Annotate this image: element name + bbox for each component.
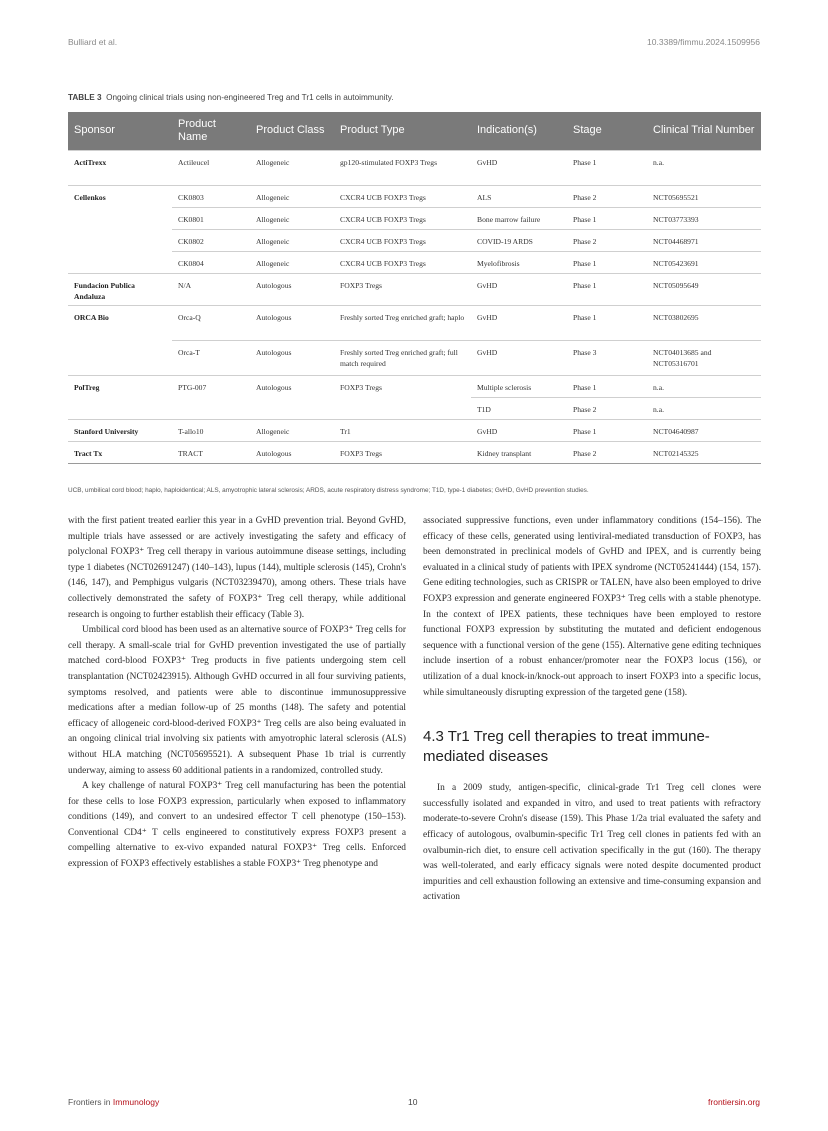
- table-cell: Autologous: [250, 375, 334, 397]
- table-row: [68, 340, 761, 375]
- table-row: [68, 273, 761, 305]
- table-cell: [250, 397, 334, 419]
- table-cell: Phase 3: [567, 340, 647, 375]
- table-cell-sponsor: Fundacion Publica Andaluza: [68, 273, 172, 305]
- table-cell: Allogeneic: [250, 185, 334, 207]
- column-header: Product Name: [172, 112, 250, 150]
- table-cell: Multiple sclerosis: [471, 375, 567, 397]
- table-cell: Phase 1: [567, 305, 647, 340]
- table-cell: CK0802: [172, 229, 250, 251]
- table-cell: Allogeneic: [250, 207, 334, 229]
- table-cell: CXCR4 UCB FOXP3 Tregs: [334, 185, 471, 207]
- table-cell: FOXP3 Tregs: [334, 273, 471, 305]
- table-header-row: [68, 112, 761, 150]
- table-cell: ALS: [471, 185, 567, 207]
- paragraph: In a 2009 study, antigen-specific, clinical-grade Tr1 Treg cell clones were successfully isolated and expanded in vitro, and used to treat patients with refractory moderate-to-severe Crohn's disease (159). This Phase 1/2a trial evaluated the safety and efficacy of autologous, ovalbumin-specific Tr1 Treg cell clones in patients fed with an ovalbumin-rich diet, to ensure cell activation specifically in the gut (160). The therapy was well-tolerated, and early efficacy signals were noted despite documented product impurities and cell exhaustion following an extensive and time-consuming expansion and activation: [423, 783, 761, 903]
- footer-journal: [68, 1097, 159, 1107]
- table-cell: Phase 1: [567, 207, 647, 229]
- table-cell-sponsor: [68, 207, 172, 229]
- table-cell: Phase 1: [567, 251, 647, 273]
- table-cell: Tr1: [334, 419, 471, 441]
- table-cell: NCT04468971: [647, 229, 761, 251]
- table-cell: Allogeneic: [250, 150, 334, 185]
- paragraph: with the first patient treated earlier this year in a GvHD prevention trial. Beyond GvHD, multiple trials have assessed or are actively investigating the safety and efficacy of polyclonal FOXP3⁺ Treg cell therapy in various autoimmune disease settings, including type 1 diabetes (NCT02691247) (140–143), lupus (144), multiple sclerosis (145), Crohn's (146, 147), and Pemphigus vulgaris (NCT03239470), among others. These trials have collectively demonstrated the safety of FOXP3⁺ Treg cell therapy, while additional research is ongoing to further establish their efficacy (Table 3).: [68, 516, 406, 620]
- table-cell: Allogeneic: [250, 419, 334, 441]
- table-cell: n.a.: [647, 375, 761, 397]
- table-cell-sponsor: Tract Tx: [68, 441, 172, 463]
- table-cell: n.a.: [647, 397, 761, 419]
- table-cell: GvHD: [471, 273, 567, 305]
- table-row: [68, 251, 761, 273]
- table-cell: Autologous: [250, 273, 334, 305]
- table-cell: Freshly sorted Treg enriched graft; haplo: [334, 305, 471, 340]
- footer-journal-name: Immunology: [112, 1097, 160, 1107]
- table-cell: T-allo10: [172, 419, 250, 441]
- table-cell-sponsor: [68, 340, 172, 375]
- table-cell: FOXP3 Tregs: [334, 375, 471, 397]
- running-header-authors: Bulliard et al.: [68, 37, 118, 47]
- table-row: [68, 397, 761, 419]
- table-cell: Orca-Q: [172, 305, 250, 340]
- body-column-right: [423, 514, 761, 906]
- table-cell-sponsor: [68, 251, 172, 273]
- table-cell: TRACT: [172, 441, 250, 463]
- column-header: Sponsor: [68, 112, 172, 150]
- table-cell: Allogeneic: [250, 229, 334, 251]
- section-heading: 4.3 Tr1 Treg cell therapies to treat immune-mediated diseases: [423, 728, 710, 766]
- table-body: [68, 150, 761, 463]
- table-cell: CK0803: [172, 185, 250, 207]
- table-cell: CXCR4 UCB FOXP3 Tregs: [334, 251, 471, 273]
- table-cell-sponsor: ActiTrexx: [68, 150, 172, 185]
- table-cell: CXCR4 UCB FOXP3 Tregs: [334, 207, 471, 229]
- table-cell: NCT03773393: [647, 207, 761, 229]
- paragraph: A key challenge of natural FOXP3⁺ Treg cell manufacturing has been the potential for these cells to lose FOXP3 expression, particularly when exposed to inflammatory conditions (149), and convert to an undesired effector T cell phenotype (150–153). Conventional CD4⁺ T cells engineered to constitutively express FOXP3 present a compelling alternative to ex-vivo expanded natural FOXP3⁺ Treg cells. Enforced expression of FOXP3 effectively establishes a stable FOXP3⁺ Treg phenotype and: [68, 781, 406, 870]
- table-cell: Phase 2: [567, 229, 647, 251]
- table-cell: GvHD: [471, 340, 567, 375]
- table-row: [68, 229, 761, 251]
- running-header-doi: 10.3389/fimmu.2024.1509956: [647, 37, 760, 47]
- table-cell-sponsor: [68, 229, 172, 251]
- table-cell: NCT04013685 and NCT05316701: [647, 340, 761, 375]
- column-header: Product Class: [250, 112, 334, 150]
- clinical-trials-table: [68, 112, 761, 464]
- table-cell: Bone marrow failure: [471, 207, 567, 229]
- table-cell: FOXP3 Tregs: [334, 441, 471, 463]
- footer-site-link[interactable]: frontiersin.org: [708, 1097, 760, 1107]
- table-cell: Phase 1: [567, 273, 647, 305]
- table-row: [68, 185, 761, 207]
- table-cell: NCT05695521: [647, 185, 761, 207]
- table-cell: [334, 397, 471, 419]
- table-row: [68, 419, 761, 441]
- table-cell: T1D: [471, 397, 567, 419]
- table-cell: NCT04640987: [647, 419, 761, 441]
- column-header: Stage: [567, 112, 647, 150]
- table-cell: NCT05095649: [647, 273, 761, 305]
- table-cell: CXCR4 UCB FOXP3 Tregs: [334, 229, 471, 251]
- table-caption: [68, 93, 394, 102]
- table-cell: GvHD: [471, 419, 567, 441]
- table-cell: PTG-007: [172, 375, 250, 397]
- body-column-left: [68, 514, 406, 873]
- table-cell: COVID-19 ARDS: [471, 229, 567, 251]
- table-cell: CK0801: [172, 207, 250, 229]
- column-header: Product Type: [334, 112, 471, 150]
- column-header: Indication(s): [471, 112, 567, 150]
- table-cell: Allogeneic: [250, 251, 334, 273]
- table-cell: Actileucel: [172, 150, 250, 185]
- table-cell: gp120-stimulated FOXP3 Tregs: [334, 150, 471, 185]
- table-row: [68, 441, 761, 463]
- table-row: [68, 207, 761, 229]
- table-cell-sponsor: PolTreg: [68, 375, 172, 397]
- table-cell: Freshly sorted Treg enriched graft; full match required: [334, 340, 471, 375]
- table-cell: GvHD: [471, 150, 567, 185]
- table-cell: Phase 1: [567, 150, 647, 185]
- paragraph: associated suppressive functions, even under inflammatory conditions (154–156). The efficacy of these cells, generated using lentiviral-mediated transduction of FOXP3, has been demonstrated in preclinical models of GvHD and IPEX, and is currently being evaluated in a clinical study of patients with IPEX syndrome (NCT05241444) (154, 157). Gene editing technologies, such as CRISPR or TALEN, have also been employed to drive FOXP3 expression and generate engineered FOXP3⁺ Treg cells with a stable phenotype. In the context of IPEX patients, these techniques have been employed to restore functional FOXP3 expression by substituting the mutated and deficient endogenous sequence with a functional version of the gene (155). Alternative gene editing techniques include insertion of a robust enhancer/promoter near the FOXP3 locus (156), or utilization of a dual knock-in/knock-out approach to insert FOXP3 into a specific locus, while simultaneously disrupting expression of the targeted gene (158).: [423, 516, 761, 698]
- table-cell: Phase 1: [567, 419, 647, 441]
- table-row: [68, 150, 761, 185]
- paragraph: Umbilical cord blood has been used as an alternative source of FOXP3⁺ Treg cells for cell therapy. A small-scale trial for GvHD prevention investigated the use of partially matched cord-blood FOXP3⁺ Treg products in five patients undergoing stem cell transplantation (NCT02423915). Although GvHD occurred in all four surviving patients, symptoms resolved, and patients were able to discontinue immunosuppressive medications after a median follow-up of 25 months (148). The safety and potential efficacy of allogeneic cord-blood-derived FOXP3⁺ Treg cells are also being evaluated in an ongoing clinical trial involving six patients with amyotrophic lateral sclerosis (ALS) without HLA matching (NCT05695521). A subsequent Phase 1b trial is currently underway, aiming to assess 60 additional patients in a randomized, controlled study.: [68, 625, 406, 776]
- table-label: TABLE 3: [68, 93, 102, 102]
- page-number: 10: [408, 1097, 418, 1107]
- table-cell: Phase 2: [567, 441, 647, 463]
- table-cell: Phase 1: [567, 375, 647, 397]
- table-cell-sponsor: ORCA Bio: [68, 305, 172, 340]
- table-cell: Phase 2: [567, 185, 647, 207]
- table-cell: Orca-T: [172, 340, 250, 375]
- footer-journal-prefix: Frontiers in: [68, 1097, 111, 1107]
- table-row: [68, 305, 761, 340]
- table-title: Ongoing clinical trials using non-engineered Treg and Tr1 cells in autoimmunity.: [106, 93, 394, 102]
- table-cell-sponsor: Stanford University: [68, 419, 172, 441]
- table-cell: Kidney transplant: [471, 441, 567, 463]
- column-header: Clinical Trial Number: [647, 112, 761, 150]
- table-cell: [172, 397, 250, 419]
- table-cell: NCT02145325: [647, 441, 761, 463]
- table-cell: Autologous: [250, 305, 334, 340]
- table-row: [68, 375, 761, 397]
- table-cell-sponsor: Cellenkos: [68, 185, 172, 207]
- table-cell: Autologous: [250, 441, 334, 463]
- table-cell: Myelofibrosis: [471, 251, 567, 273]
- table-cell: GvHD: [471, 305, 567, 340]
- table-cell: NCT03802695: [647, 305, 761, 340]
- table-cell: NCT05423691: [647, 251, 761, 273]
- table-cell-sponsor: [68, 397, 172, 419]
- table-cell: n.a.: [647, 150, 761, 185]
- table-footnote: UCB, umbilical cord blood; haplo, haploidentical; ALS, amyotrophic lateral sclerosis; ARDS, acute respiratory distress syndrome; T1D, type-1 diabetes; GvHD, GvHD prevention studies.: [68, 487, 589, 494]
- table-cell: Autologous: [250, 340, 334, 375]
- table-cell: CK0804: [172, 251, 250, 273]
- table-cell: N/A: [172, 273, 250, 305]
- table-cell: Phase 2: [567, 397, 647, 419]
